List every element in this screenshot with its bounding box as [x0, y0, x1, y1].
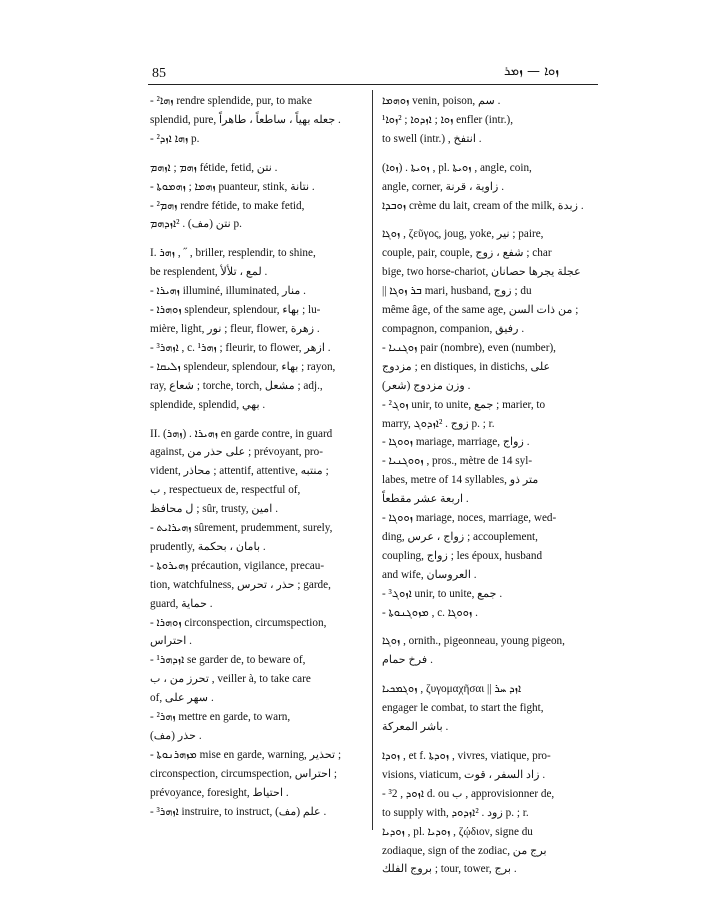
entry-line: zodiaque, sign of the zodiac, برج من	[382, 844, 547, 857]
entry-line: (ܙܘܐ) . ܙܘܝܬܐ , pl. ܙܘܝܬܐ , angle, coin,	[382, 161, 532, 174]
entry-line: - ²ܙܗܡ rendre fétide, to make fetid,	[150, 199, 305, 212]
entry-line: نتن (مف) . ²ܐܙܕܗܡ p.	[150, 218, 242, 231]
entry-line: - ܙܘܘܓܐ mariage, noces, marriage, wed-	[382, 512, 557, 525]
entry-line: tion, watchfulness, حذر ، تحرس ; garde,	[150, 578, 331, 591]
entry-line: ¹ܙܘܐ ; ܐܙܕܘܐ ; ²ܙܘܐ enfler (intr.),	[382, 113, 514, 126]
page-number: 85	[152, 66, 166, 81]
entry-line: - ܡܙܗܪܢܘܬܐ mise en garde, warning, تحذير ;	[150, 748, 342, 761]
entry-line: coupling, زواج ; les époux, husband	[382, 549, 543, 562]
entry-line: - ܙܗܡܐ ; ܙܗܡܘܬܐ puanteur, stink, نتانة .	[150, 180, 315, 193]
entry-line: splendid, pure, جعله بهياً ، ساطعاً ، طاهراً .	[150, 113, 341, 126]
entry-line: - ܙܘܗܪܐ circonspection, circumspection,	[150, 616, 327, 629]
entry-line: and wife, العروسان .	[382, 568, 477, 581]
entry-line: ܙܘܗܡܐ venin, poison, سم .	[382, 95, 501, 107]
entry-line: be resplendent, لمع ، تلألأ .	[150, 266, 268, 279]
entry-line: - ܙܘܘܓܐ mariage, marriage, زواج .	[382, 436, 530, 449]
entry-line: to supply with, زود . ²ܐܙܕܘܕ p. ; r.	[382, 806, 529, 819]
entry-line: - ܡܙܘܓܢܘܬܐ , c. ܙܘܘܓܐ .	[382, 606, 478, 619]
entry-line: angle, corner, زاوية ، قرنة .	[382, 180, 505, 193]
entry-line: ܙܘܓܡܟܝܐ , ζυγομαχῆσαι || ܐܙܕ ܚܪ	[382, 683, 522, 696]
entry-line: couple, pair, couple, شفع ، زوج ; char	[382, 247, 552, 260]
entry-line: || ܒܪ ܙܘܓܐ mari, husband, زوج ; du	[382, 285, 532, 298]
entry-line: ܙܘܓܐ , ζεῦγος, joug, yoke, نير ; paire,	[382, 228, 544, 241]
dictionary-entry	[382, 92, 596, 149]
entry-line: ب , respectueux de, respectful of,	[150, 484, 301, 497]
column-divider	[372, 90, 373, 830]
entry-line: - ¹ܐܙܕܗܪ se garder de, to beware of,	[150, 654, 306, 667]
left-column	[150, 92, 366, 832]
entry-line: بروج الفلك ; tour, tower, برج .	[382, 863, 517, 876]
entry-line: ܙܘܒܕܐ crème du lait, cream of the milk, زبدة .	[382, 199, 584, 212]
entry-line: مزدوج ; en distiques, in distichs, على	[382, 360, 551, 373]
dictionary-entry	[382, 632, 596, 670]
entry-line: ding, زواج ، عرس ; accouplement,	[382, 530, 538, 543]
entry-line: prudently, بامان ، بحكمة .	[150, 540, 266, 553]
entry-line: - ܙܗܝܪܐ illuminé, illuminated, منار .	[150, 285, 306, 298]
entry-line: وزن مزدوج (شعر) .	[382, 379, 471, 392]
dictionary-entry	[150, 425, 366, 822]
entry-line: même âge, of the same age, من ذات السن ;	[382, 304, 579, 317]
entry-line: فرخ حمام .	[382, 654, 433, 667]
entry-line: compagnon, companion, رفيق .	[382, 322, 525, 335]
entry-line: of, سهر على .	[150, 692, 214, 705]
entry-line: ray, شعاع ; torche, torch, مشعل ; adj.,	[150, 379, 323, 392]
dictionary-entry	[382, 159, 596, 216]
entry-line: احتراس .	[150, 635, 192, 648]
entry-line: - ܙܘܘܓܢܝܐ , pros., mètre de 14 syl-	[382, 455, 533, 468]
running-head: ܙܘܐ — ܙܡܪ	[504, 64, 560, 79]
entry-line: - ܙܘܓܢܝܐ pair (nombre), even (number),	[382, 341, 556, 354]
entry-line: - ³ܐܙܗܪ instruire, to instruct, علم (مف) .	[150, 805, 327, 818]
entry-line: labes, metre of 14 syllables, متر ذو	[382, 474, 539, 487]
dictionary-entry	[150, 159, 366, 235]
entry-line: - ²ܙܗܐ rendre splendide, pur, to make	[150, 95, 312, 107]
entry-line: engager le combat, to start the fight,	[382, 702, 544, 715]
entry-line: ܙܘܓܐ , ornith., pigeonneau, young pigeon,	[382, 635, 565, 648]
entry-line: ܙܘܕܐ , et f. ܙܘܕܬܐ , vivres, viatique, pro-	[382, 750, 551, 762]
entry-line: - ܙܗܝܪܐܝܬ sûrement, prudemment, surely,	[150, 522, 333, 535]
header-rule	[148, 84, 598, 85]
entry-line: حذر (مف) .	[150, 730, 202, 742]
entry-line: - ²ܙܗܐ ܐܙܕ p.	[150, 132, 200, 145]
entry-line: guard, حماية .	[150, 597, 213, 610]
entry-line: I. ܙܗܪ , ˝ , briller, resplendir, to shine,	[150, 247, 316, 260]
entry-line: circonspection, circumspection, احتراس ;	[150, 767, 338, 780]
entry-line: تحرز من ، ب , veiller à, to take care	[150, 673, 311, 686]
entry-line: against, على حذر من ; prévoyant, pro-	[150, 446, 323, 459]
entry-line: - ܙܗܝܪܘܬܐ précaution, vigilance, precau-	[150, 559, 325, 572]
entry-line: splendide, splendid, بهي .	[150, 398, 266, 411]
entry-line: marry, زوج . ²ܐܙܕܘܓ p. ; r.	[382, 417, 495, 430]
entry-line: باشر المعركة .	[382, 721, 449, 734]
entry-line: vident, محاذر ; attentif, attentive, منتبه ;	[150, 465, 329, 478]
entry-line: - ²ܙܘܓ unir, to unite, جمع ; marier, to	[382, 398, 546, 411]
dictionary-entry	[382, 680, 596, 737]
entry-line: - ³ܐܙܘܕ , 2 d. ou ب , approvisionner de,	[382, 787, 555, 800]
entry-line: - ܙܠܝܩܐ splendeur, splendour, بهاء ; rayon,	[150, 360, 336, 373]
entry-line: - ³ܐܙܗܪ , c. ¹ܙܗܪ ; fleurir, to flower, ازهر .	[150, 341, 331, 354]
entry-line: prévoyance, foresight, احتياط .	[150, 786, 289, 799]
entry-line: اربعة عشر مقطعاً .	[382, 493, 469, 506]
dictionary-entry	[382, 747, 596, 879]
entry-line: - ²ܙܗܪ mettre en garde, to warn,	[150, 711, 291, 724]
entry-line: - ܙܘܗܪܐ splendeur, splendour, بهاء ; lu-	[150, 304, 321, 317]
entry-line: II. (ܙܗܪ) . ܙܗܝܪܐ en garde contre, in guard	[150, 427, 333, 440]
dictionary-entry	[382, 225, 596, 622]
entry-line: visions, viaticum, زاد السفر ، قوت .	[382, 768, 546, 781]
entry-line: ܙܘܕܝܐ , pl. ܙܘܕܝܐ , ζῴδιον, signe du	[382, 825, 533, 838]
entry-line: to swell (intr.) , انتفخ .	[382, 132, 482, 145]
entry-line: - ³ܐܙܘܓ unir, to unite, جمع .	[382, 587, 503, 600]
entry-line: mière, light, نور ; fleur, flower, زهرة .	[150, 322, 320, 335]
right-column	[382, 92, 596, 889]
dictionary-entry	[150, 92, 366, 149]
dictionary-entry	[150, 244, 366, 414]
entry-line: ܙܗܡ ; ܐܙܗܡ fétide, fetid, نتن .	[150, 161, 278, 174]
entry-line: ل محافظ ; sûr, trusty, امين .	[150, 503, 278, 516]
entry-line: bige, two horse-chariot, عجلة يجرها حصانان	[382, 266, 581, 279]
